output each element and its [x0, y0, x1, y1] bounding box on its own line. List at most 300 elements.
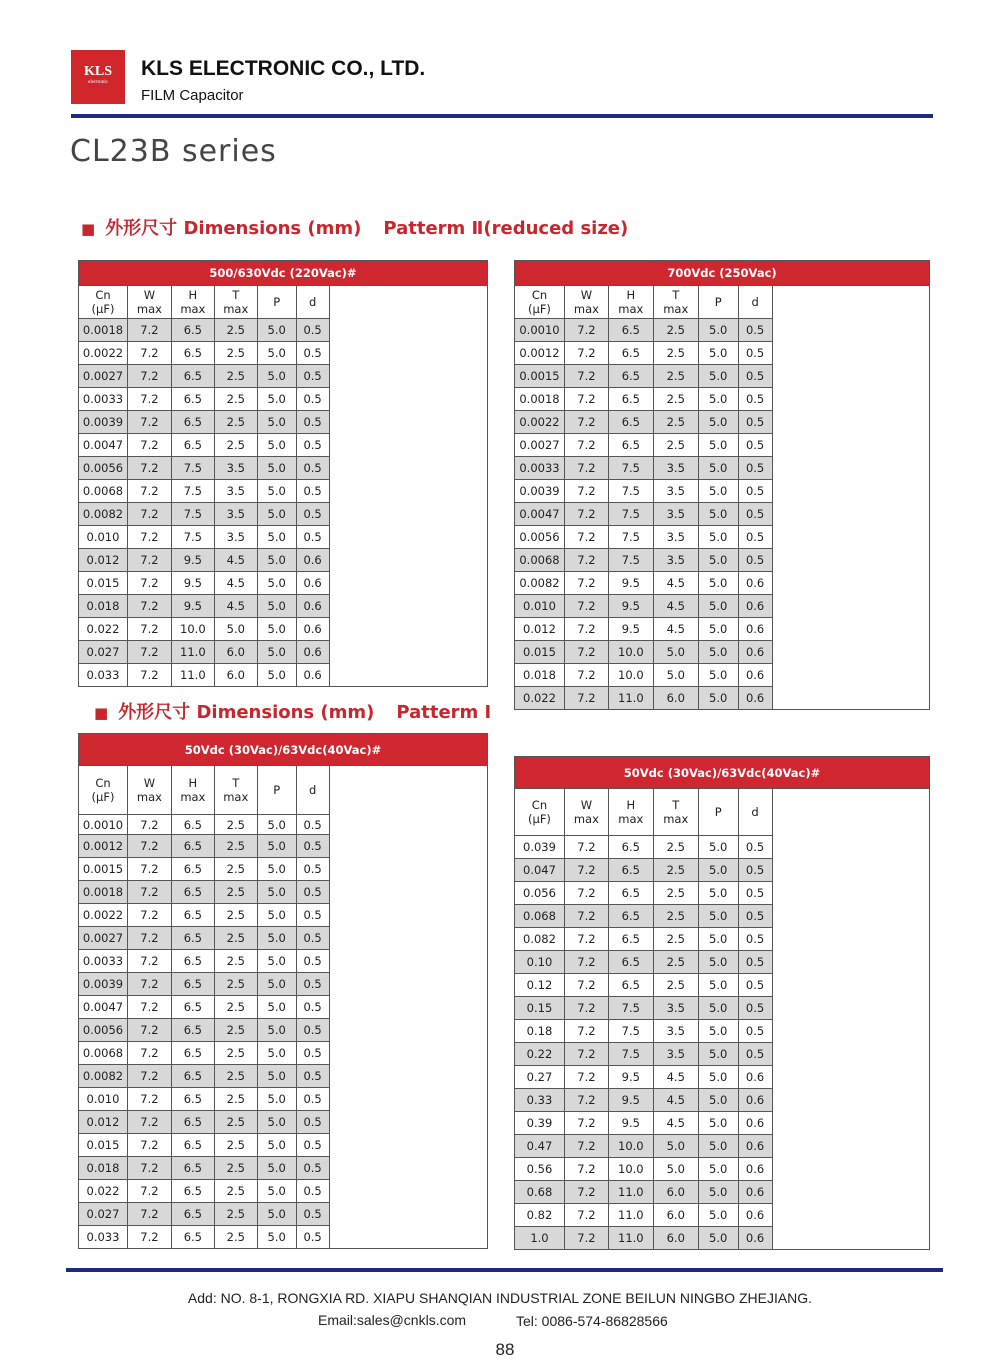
cell-h: 9.5 [171, 572, 214, 595]
cell-d: 0.6 [738, 618, 772, 641]
cell-d: 0.6 [738, 572, 772, 595]
logo-text: KLS [83, 64, 112, 79]
cell-d: 0.6 [296, 595, 329, 618]
col-header-cn: Cn (µF) [515, 286, 565, 319]
table-row [79, 1134, 488, 1157]
blank-cell [329, 904, 487, 927]
cell-cn: 0.0039 [79, 411, 128, 434]
cell-d: 0.6 [738, 687, 772, 710]
cell-p: 5.0 [257, 664, 296, 687]
blank-cell [329, 881, 487, 904]
cell-p: 5.0 [698, 526, 738, 549]
section-pattern: Patterm Ⅰ [396, 702, 492, 723]
cell-d: 0.5 [296, 1019, 329, 1042]
cell-p: 5.0 [698, 1043, 738, 1066]
cell-p: 5.0 [698, 549, 738, 572]
cell-cn: 0.0033 [515, 457, 565, 480]
dimension-table-700vdc [514, 260, 930, 710]
cell-cn: 0.0022 [79, 904, 128, 927]
cell-cn: 0.0018 [79, 881, 128, 904]
cell-w: 7.2 [127, 881, 171, 904]
blank-cell [772, 457, 929, 480]
table-row [79, 411, 488, 434]
col-header-h: H max [171, 286, 214, 319]
blank-cell [329, 549, 487, 572]
cell-t: 5.0 [653, 641, 698, 664]
cell-cn: 0.047 [515, 859, 565, 882]
cell-w: 7.2 [564, 365, 608, 388]
cell-t: 2.5 [653, 434, 698, 457]
cell-t: 2.5 [214, 1134, 257, 1157]
cell-cn: 0.0056 [79, 1019, 128, 1042]
cell-p: 5.0 [698, 342, 738, 365]
cell-w: 7.2 [564, 951, 608, 974]
cell-t: 6.0 [653, 1181, 698, 1204]
cell-t: 2.5 [214, 411, 257, 434]
table-row [79, 881, 488, 904]
cell-cn: 0.0068 [79, 1042, 128, 1065]
section-title-en: Dimensions (mm) [183, 218, 362, 239]
dimension-table-50-63vdc-a [78, 733, 488, 1249]
blank-cell [772, 1181, 929, 1204]
table-header-row [79, 286, 488, 319]
table-row [79, 618, 488, 641]
cell-cn: 0.0047 [515, 503, 565, 526]
cell-h: 6.5 [608, 388, 653, 411]
cell-h: 9.5 [171, 595, 214, 618]
blank-cell [329, 950, 487, 973]
cell-w: 7.2 [127, 904, 171, 927]
cell-d: 0.5 [738, 905, 772, 928]
cell-cn: 0.012 [515, 618, 565, 641]
table-row [79, 858, 488, 881]
col-header-p: P [698, 789, 738, 836]
table-row [515, 457, 930, 480]
cell-h: 6.5 [171, 319, 214, 342]
cell-t: 2.5 [214, 973, 257, 996]
cell-d: 0.5 [738, 411, 772, 434]
cell-h: 6.5 [608, 319, 653, 342]
col-header-d: d [296, 286, 329, 319]
table-row [79, 549, 488, 572]
cell-h: 7.5 [608, 503, 653, 526]
cell-d: 0.5 [738, 928, 772, 951]
blank-cell [329, 1088, 487, 1111]
blank-cell [329, 815, 487, 835]
cell-h: 6.5 [171, 1042, 214, 1065]
table-row [515, 595, 930, 618]
table-title: 500/630Vdc (220Vac)# [79, 261, 488, 286]
table-row [79, 319, 488, 342]
cell-d: 0.5 [738, 388, 772, 411]
cell-h: 6.5 [608, 836, 653, 859]
cell-p: 5.0 [257, 503, 296, 526]
cell-cn: 0.0039 [79, 973, 128, 996]
cell-p: 5.0 [257, 1134, 296, 1157]
cell-w: 7.2 [564, 526, 608, 549]
cell-d: 0.6 [738, 595, 772, 618]
cell-t: 2.5 [214, 881, 257, 904]
cell-p: 5.0 [698, 974, 738, 997]
cell-t: 2.5 [214, 996, 257, 1019]
cell-t: 2.5 [214, 1042, 257, 1065]
cell-p: 5.0 [698, 1181, 738, 1204]
cell-t: 3.5 [653, 503, 698, 526]
table-row [79, 664, 488, 687]
table-row [79, 904, 488, 927]
blank-cell [329, 572, 487, 595]
col-header-h: H max [608, 789, 653, 836]
blank-cell [329, 858, 487, 881]
section-title-pattern-2 [81, 214, 628, 240]
cell-h: 11.0 [608, 1204, 653, 1227]
cell-cn: 0.0012 [79, 835, 128, 858]
cell-d: 0.5 [296, 1226, 329, 1249]
cell-t: 2.5 [214, 815, 257, 835]
cell-t: 6.0 [653, 1227, 698, 1250]
cell-d: 0.6 [738, 1089, 772, 1112]
table-row [515, 342, 930, 365]
cell-p: 5.0 [698, 905, 738, 928]
cell-p: 5.0 [698, 434, 738, 457]
cell-cn: 0.033 [79, 664, 128, 687]
table-row [515, 836, 930, 859]
blank-cell [329, 286, 487, 319]
cell-cn: 0.033 [79, 1226, 128, 1249]
col-header-cn: Cn (µF) [79, 766, 128, 815]
blank-cell [772, 480, 929, 503]
blank-cell [329, 1134, 487, 1157]
cell-p: 5.0 [257, 480, 296, 503]
cell-d: 0.6 [738, 1112, 772, 1135]
cell-t: 2.5 [214, 1065, 257, 1088]
cell-d: 0.5 [738, 526, 772, 549]
blank-cell [772, 342, 929, 365]
cell-t: 3.5 [653, 526, 698, 549]
cell-d: 0.5 [296, 1042, 329, 1065]
cell-h: 6.5 [171, 973, 214, 996]
col-header-p: P [257, 766, 296, 815]
cell-t: 3.5 [653, 549, 698, 572]
cell-cn: 0.27 [515, 1066, 565, 1089]
cell-d: 0.6 [738, 1181, 772, 1204]
cell-d: 0.5 [296, 411, 329, 434]
table-row [79, 342, 488, 365]
cell-p: 5.0 [257, 549, 296, 572]
cell-t: 2.5 [653, 342, 698, 365]
cell-w: 7.2 [564, 1043, 608, 1066]
cell-cn: 0.0082 [79, 503, 128, 526]
cell-cn: 0.056 [515, 882, 565, 905]
table-row [79, 480, 488, 503]
cell-h: 11.0 [171, 641, 214, 664]
cell-p: 5.0 [257, 835, 296, 858]
cell-w: 7.2 [564, 905, 608, 928]
cell-w: 7.2 [127, 815, 171, 835]
cell-cn: 0.0027 [515, 434, 565, 457]
cell-t: 4.5 [653, 595, 698, 618]
cell-w: 7.2 [564, 388, 608, 411]
cell-p: 5.0 [698, 997, 738, 1020]
cell-t: 5.0 [653, 1135, 698, 1158]
cell-t: 4.5 [214, 549, 257, 572]
cell-w: 7.2 [127, 1134, 171, 1157]
cell-h: 6.5 [171, 1019, 214, 1042]
cell-w: 7.2 [127, 457, 171, 480]
cell-cn: 0.015 [79, 572, 128, 595]
cell-w: 7.2 [564, 974, 608, 997]
cell-d: 0.5 [738, 1020, 772, 1043]
cell-w: 7.2 [564, 618, 608, 641]
cell-h: 6.5 [171, 1203, 214, 1226]
header-divider [71, 114, 933, 118]
cell-t: 2.5 [214, 950, 257, 973]
blank-cell [329, 1019, 487, 1042]
col-header-t: T max [214, 286, 257, 319]
cell-p: 5.0 [698, 618, 738, 641]
cell-p: 5.0 [698, 836, 738, 859]
table-row [515, 319, 930, 342]
cell-w: 7.2 [564, 319, 608, 342]
cell-d: 0.5 [738, 480, 772, 503]
table-row [515, 859, 930, 882]
cell-h: 6.5 [171, 365, 214, 388]
blank-cell [329, 434, 487, 457]
cell-p: 5.0 [257, 434, 296, 457]
blank-cell [329, 388, 487, 411]
cell-t: 2.5 [214, 1180, 257, 1203]
cell-h: 7.5 [171, 503, 214, 526]
blank-cell [329, 1157, 487, 1180]
footer-divider [66, 1268, 943, 1272]
cell-t: 4.5 [653, 1066, 698, 1089]
blank-cell [329, 411, 487, 434]
col-header-d: d [296, 766, 329, 815]
cell-p: 5.0 [698, 572, 738, 595]
cell-p: 5.0 [698, 480, 738, 503]
cell-d: 0.5 [738, 951, 772, 974]
cell-p: 5.0 [257, 1157, 296, 1180]
blank-cell [772, 286, 929, 319]
cell-p: 5.0 [257, 457, 296, 480]
cell-p: 5.0 [257, 1019, 296, 1042]
cell-t: 2.5 [214, 1111, 257, 1134]
cell-h: 6.5 [171, 1134, 214, 1157]
table-row [79, 526, 488, 549]
page-number: 88 [495, 1340, 515, 1359]
cell-w: 7.2 [127, 641, 171, 664]
cell-p: 5.0 [698, 1227, 738, 1250]
cell-d: 0.5 [738, 882, 772, 905]
blank-cell [329, 319, 487, 342]
cell-w: 7.2 [127, 388, 171, 411]
col-header-t: T max [214, 766, 257, 815]
blank-cell [772, 1204, 929, 1227]
cell-p: 5.0 [257, 1226, 296, 1249]
blank-cell [772, 1112, 929, 1135]
cell-w: 7.2 [127, 595, 171, 618]
cell-d: 0.6 [738, 664, 772, 687]
cell-cn: 0.0027 [79, 365, 128, 388]
cell-t: 3.5 [214, 457, 257, 480]
cell-w: 7.2 [127, 365, 171, 388]
table-row [515, 687, 930, 710]
cell-h: 10.0 [608, 1158, 653, 1181]
blank-cell [329, 595, 487, 618]
cell-d: 0.6 [738, 1066, 772, 1089]
cell-cn: 0.082 [515, 928, 565, 951]
cell-h: 10.0 [608, 1135, 653, 1158]
blank-cell [772, 411, 929, 434]
cell-p: 5.0 [257, 319, 296, 342]
cell-p: 5.0 [257, 342, 296, 365]
cell-cn: 0.027 [79, 1203, 128, 1226]
table-row [515, 1135, 930, 1158]
cell-cn: 0.15 [515, 997, 565, 1020]
blank-cell [772, 365, 929, 388]
cell-cn: 0.0068 [79, 480, 128, 503]
cell-t: 2.5 [653, 928, 698, 951]
table-title-row [79, 261, 488, 286]
cell-d: 0.6 [296, 572, 329, 595]
table-row [79, 641, 488, 664]
cell-cn: 0.0039 [515, 480, 565, 503]
company-name: KLS ELECTRONIC CO., LTD. [141, 57, 426, 80]
cell-cn: 0.015 [79, 1134, 128, 1157]
cell-t: 6.0 [214, 664, 257, 687]
cell-cn: 0.0015 [515, 365, 565, 388]
cell-t: 2.5 [214, 904, 257, 927]
cell-p: 5.0 [698, 928, 738, 951]
cell-cn: 0.10 [515, 951, 565, 974]
cell-t: 3.5 [653, 457, 698, 480]
cell-t: 2.5 [653, 951, 698, 974]
cell-w: 7.2 [127, 996, 171, 1019]
cell-w: 7.2 [127, 480, 171, 503]
table-row [79, 388, 488, 411]
cell-w: 7.2 [564, 1112, 608, 1135]
cell-w: 7.2 [564, 1204, 608, 1227]
table-row [515, 905, 930, 928]
cell-cn: 0.68 [515, 1181, 565, 1204]
cell-p: 5.0 [698, 457, 738, 480]
table-header-row [515, 789, 930, 836]
cell-w: 7.2 [564, 411, 608, 434]
cell-cn: 0.018 [79, 595, 128, 618]
cell-w: 7.2 [127, 858, 171, 881]
cell-d: 0.5 [296, 1088, 329, 1111]
col-header-d: d [738, 286, 772, 319]
col-header-w: W max [564, 789, 608, 836]
cell-w: 7.2 [127, 411, 171, 434]
blank-cell [772, 434, 929, 457]
table-header-row [79, 766, 488, 815]
cell-p: 5.0 [257, 927, 296, 950]
cell-h: 7.5 [608, 457, 653, 480]
cell-d: 0.5 [738, 342, 772, 365]
cell-d: 0.5 [296, 365, 329, 388]
cell-p: 5.0 [257, 1042, 296, 1065]
cell-w: 7.2 [564, 997, 608, 1020]
cell-cn: 0.039 [515, 836, 565, 859]
table-row [515, 365, 930, 388]
table-row [515, 1227, 930, 1250]
cell-d: 0.6 [296, 618, 329, 641]
cell-d: 0.5 [738, 549, 772, 572]
cell-h: 9.5 [608, 595, 653, 618]
cell-w: 7.2 [564, 641, 608, 664]
cell-cn: 0.027 [79, 641, 128, 664]
table-row [79, 1226, 488, 1249]
table-row [79, 996, 488, 1019]
cell-d: 0.5 [738, 974, 772, 997]
cell-p: 5.0 [257, 858, 296, 881]
cell-d: 0.5 [738, 997, 772, 1020]
cell-h: 6.5 [608, 974, 653, 997]
table-title-row [515, 261, 930, 286]
cell-p: 5.0 [257, 1088, 296, 1111]
cell-w: 7.2 [564, 1066, 608, 1089]
cell-w: 7.2 [564, 1089, 608, 1112]
blank-cell [329, 1180, 487, 1203]
cell-w: 7.2 [127, 319, 171, 342]
cell-t: 4.5 [653, 572, 698, 595]
table-row [515, 480, 930, 503]
col-header-d: d [738, 789, 772, 836]
table-row [515, 1112, 930, 1135]
cell-t: 3.5 [653, 1043, 698, 1066]
cell-d: 0.5 [296, 457, 329, 480]
table-row [79, 1042, 488, 1065]
blank-cell [772, 687, 929, 710]
cell-h: 6.5 [171, 950, 214, 973]
table-title-row [515, 757, 930, 789]
cell-t: 2.5 [214, 1088, 257, 1111]
cell-cn: 0.022 [79, 618, 128, 641]
table-row [79, 950, 488, 973]
cell-d: 0.5 [296, 1134, 329, 1157]
blank-cell [329, 1111, 487, 1134]
contact-email: Email:sales@cnkls.com [318, 1312, 467, 1328]
blank-cell [772, 1158, 929, 1181]
blank-cell [329, 1203, 487, 1226]
cell-t: 2.5 [653, 365, 698, 388]
table-title: 700Vdc (250Vac) [515, 261, 930, 286]
blank-cell [329, 766, 487, 815]
col-header-cn: Cn (µF) [515, 789, 565, 836]
cell-h: 6.5 [171, 1180, 214, 1203]
cell-p: 5.0 [698, 1204, 738, 1227]
cell-t: 4.5 [214, 595, 257, 618]
cell-p: 5.0 [257, 881, 296, 904]
table-row [79, 1019, 488, 1042]
cell-cn: 0.022 [515, 687, 565, 710]
cell-t: 2.5 [214, 927, 257, 950]
cell-h: 6.5 [171, 411, 214, 434]
cell-w: 7.2 [564, 572, 608, 595]
table-row [515, 1089, 930, 1112]
cell-p: 5.0 [257, 618, 296, 641]
table-title-row [79, 734, 488, 766]
cell-cn: 0.0027 [79, 927, 128, 950]
cell-cn: 0.12 [515, 974, 565, 997]
dimension-table-500-630vdc [78, 260, 488, 687]
table-row [515, 997, 930, 1020]
cell-cn: 0.47 [515, 1135, 565, 1158]
table-row [515, 549, 930, 572]
table-row [515, 1204, 930, 1227]
cell-t: 2.5 [653, 319, 698, 342]
